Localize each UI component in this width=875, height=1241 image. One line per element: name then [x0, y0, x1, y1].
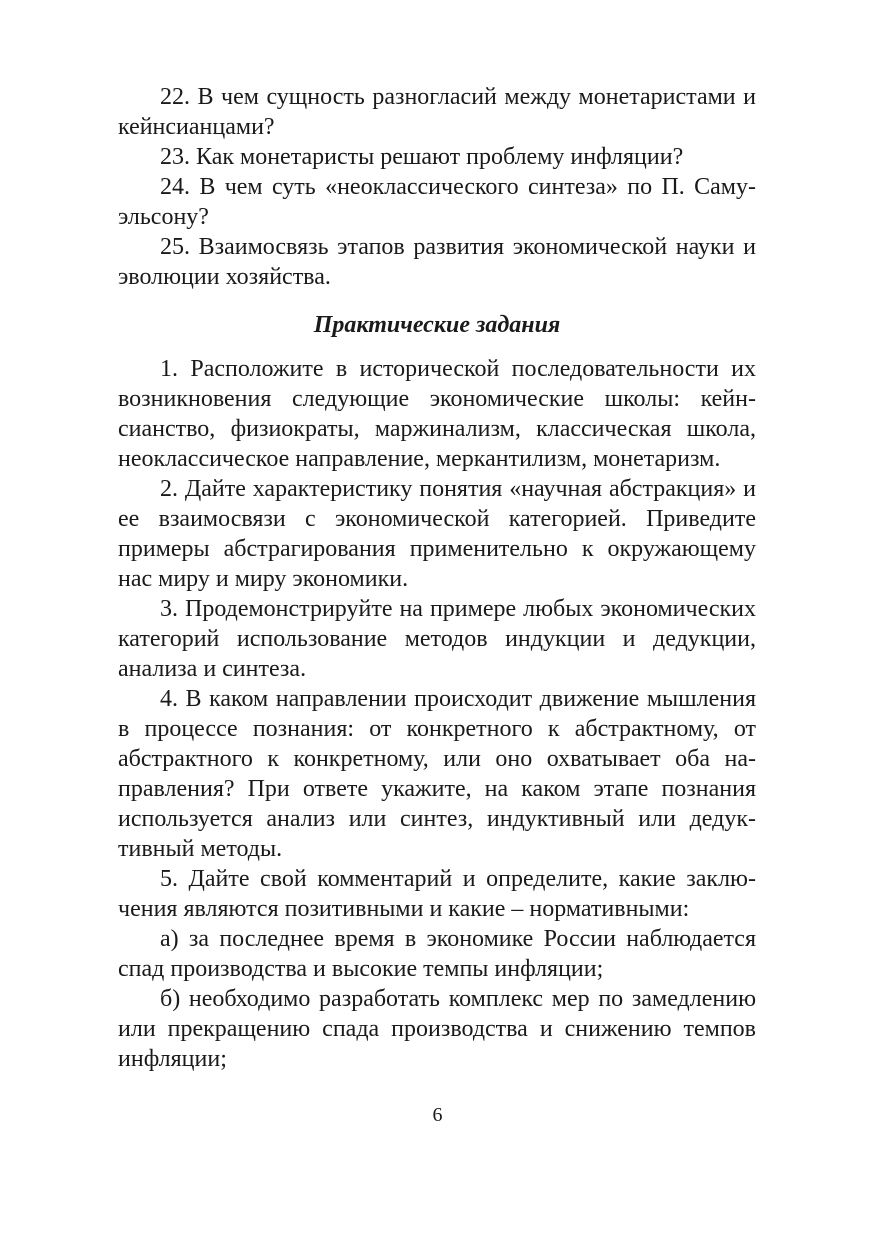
question-22: 22. В чем сущность разногласий между монетаристами и кейнсианцами?	[118, 84, 756, 140]
task-5b: б) необходимо разработать комплекс мер по замедлению или прекращению спада производства и снижению темпов инфляции;	[118, 986, 756, 1072]
task-3: 3. Продемонстрируйте на примере любых экономических категорий использование методов индукции и дедукции, анализа и синтеза.	[118, 596, 756, 682]
page-body	[118, 82, 756, 1074]
page-number: 6	[432, 1104, 443, 1126]
task-5a: а) за последнее время в экономике России наблюдается спад производства и высокие темпы инфляции;	[118, 926, 756, 982]
task-5: 5. Дайте свой комментарий и определите, какие заключения являются позитивными и какие – нормативными:	[118, 866, 756, 922]
question-23: 23. Как монетаристы решают проблему инфляции?	[160, 144, 684, 170]
section-title: Практические задания	[313, 312, 561, 338]
task-2: 2. Дайте характеристику понятия «научная абстракция» и ее взаимосвязи с экономической категорией. Приведите примеры абстрагирования применительно к окружающему нас миру и миру экономики.	[118, 476, 756, 592]
task-4: 4. В каком направлении происходит движение мышления в процессе познания: от конкретного к абстрактному, от абстрактного к конкретному, или оно охватывает оба направления? При ответе укажите, на каком этапе познания используется анализ или синтез, индуктивный или дедуктивный методы.	[118, 686, 756, 862]
task-1: 1. Расположите в исторической последовательности их возникновения следующие экономические школы: кейнсианство, физиократы, маржинализм, классическая школа, неоклассическое направление, меркантилизм, монетаризм.	[118, 356, 756, 472]
question-25: 25. Взаимосвязь этапов развития экономической науки и эволюции хозяйства.	[118, 234, 756, 290]
question-24: 24. В чем суть «неоклассического синтеза» по П. Самуэльсону?	[118, 174, 756, 230]
